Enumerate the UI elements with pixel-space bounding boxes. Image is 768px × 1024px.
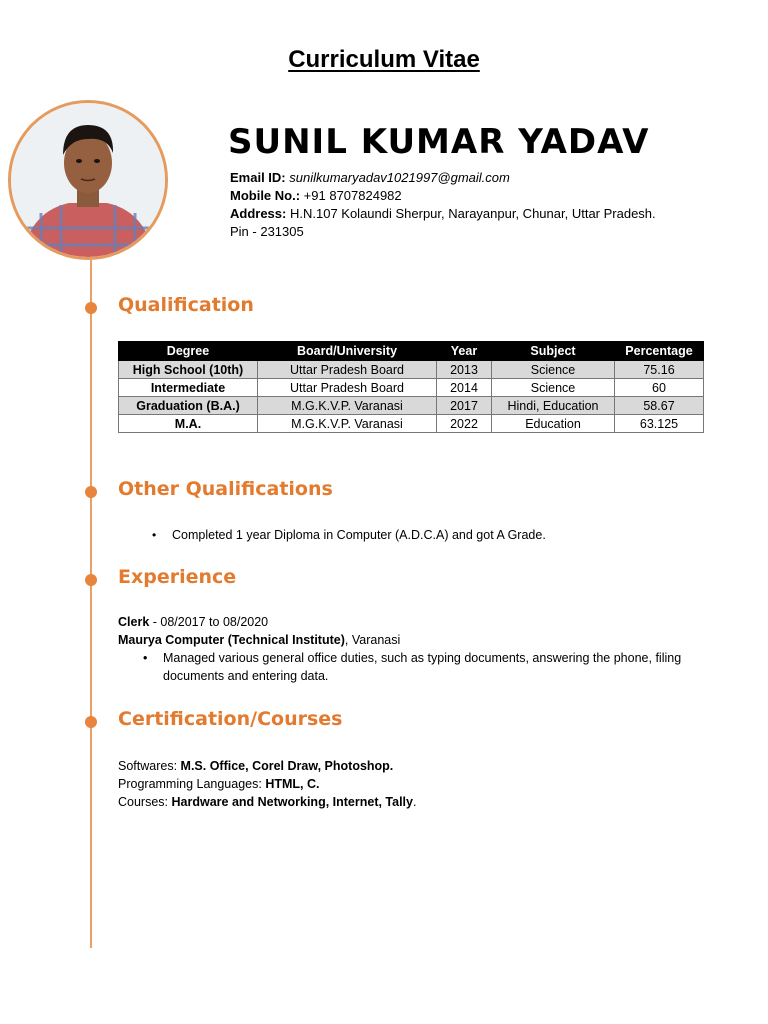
- section-title-certification: Certification/Courses: [118, 708, 343, 730]
- table-row: [119, 397, 704, 415]
- table-cell: 75.16: [615, 361, 704, 379]
- table-cell: 2017: [437, 397, 492, 415]
- experience-location: , Varanasi: [344, 633, 401, 647]
- softwares-label: Softwares:: [118, 759, 181, 773]
- table-cell: 2022: [437, 415, 492, 433]
- table-row: [119, 415, 704, 433]
- mobile-line: [230, 187, 670, 205]
- candidate-name: SUNIL KUMAR YADAV: [228, 122, 650, 162]
- other-qualification-text: Completed 1 year Diploma in Computer (A.D.C.A) and got A Grade.: [172, 528, 546, 542]
- table-row: [119, 361, 704, 379]
- table-cell: 58.67: [615, 397, 704, 415]
- table-cell: 2014: [437, 379, 492, 397]
- table-header-cell: Subject: [492, 342, 615, 361]
- table-cell: Uttar Pradesh Board: [258, 379, 437, 397]
- timeline-line: [90, 258, 92, 948]
- languages-line: [118, 775, 698, 793]
- contact-block: [230, 169, 670, 241]
- timeline-dot: [85, 302, 97, 314]
- experience-company: Maurya Computer (Technical Institute): [118, 633, 345, 647]
- softwares-value: M.S. Office, Corel Draw, Photoshop.: [180, 759, 394, 773]
- profile-photo: [8, 100, 168, 260]
- table-cell: Education: [492, 415, 615, 433]
- table-cell: Science: [492, 379, 615, 397]
- duty-text: Managed various general office duties, such as typing documents, answering the phone, filing documents and entering data.: [163, 651, 682, 683]
- table-cell: High School (10th): [119, 361, 258, 379]
- address-value: H.N.107 Kolaundi Sherpur, Narayanpur, Chunar, Uttar Pradesh. Pin - 231305: [230, 206, 656, 239]
- timeline-dot: [85, 716, 97, 728]
- table-header-cell: Board/University: [258, 342, 437, 361]
- certification-block: [118, 757, 698, 811]
- timeline-dot: [85, 574, 97, 586]
- courses-line: [118, 793, 698, 811]
- courses-label: Courses:: [118, 795, 172, 809]
- table-cell: Science: [492, 361, 615, 379]
- table-cell: M.A.: [119, 415, 258, 433]
- table-header-cell: Year: [437, 342, 492, 361]
- qualification-table: [118, 341, 704, 433]
- table-header-cell: Degree: [119, 342, 258, 361]
- experience-role: Clerk: [118, 615, 150, 629]
- table-row: [119, 379, 704, 397]
- table-header-cell: Percentage: [615, 342, 704, 361]
- list-item: [143, 649, 698, 685]
- bullet-icon: •: [143, 651, 148, 665]
- section-title-other-qualifications: Other Qualifications: [118, 478, 333, 500]
- table-cell: 2013: [437, 361, 492, 379]
- table-cell: Uttar Pradesh Board: [258, 361, 437, 379]
- table-cell: Intermediate: [119, 379, 258, 397]
- section-title-experience: Experience: [118, 566, 237, 588]
- experience-company-line: [118, 631, 698, 649]
- email-value: sunilkumaryadav1021997@gmail.com: [289, 170, 510, 185]
- courses-value: Hardware and Networking, Internet, Tally: [171, 795, 413, 809]
- timeline-dot: [85, 486, 97, 498]
- address-line: [230, 205, 670, 241]
- experience-block: [118, 613, 698, 685]
- email-line: [230, 169, 670, 187]
- experience-role-line: [118, 613, 698, 631]
- email-label: Email ID:: [230, 170, 286, 185]
- experience-duties: [118, 649, 698, 685]
- languages-label: Programming Languages:: [118, 777, 266, 791]
- table-cell: M.G.K.V.P. Varanasi: [258, 415, 437, 433]
- list-item: [152, 527, 692, 544]
- languages-value: HTML, C.: [265, 777, 320, 791]
- courses-end: .: [413, 795, 417, 809]
- mobile-value: +91 8707824982: [303, 188, 402, 203]
- address-label: Address:: [230, 206, 287, 221]
- mobile-label: Mobile No.:: [230, 188, 301, 203]
- bullet-icon: •: [152, 528, 157, 542]
- table-cell: 63.125: [615, 415, 704, 433]
- table-cell: M.G.K.V.P. Varanasi: [258, 397, 437, 415]
- table-cell: Graduation (B.A.): [119, 397, 258, 415]
- table-header-row: [119, 342, 704, 361]
- softwares-line: [118, 757, 698, 775]
- document-title: Curriculum Vitae: [288, 46, 480, 73]
- section-title-qualification: Qualification: [118, 294, 254, 316]
- table-cell: Hindi, Education: [492, 397, 615, 415]
- experience-period: - 08/2017 to 08/2020: [149, 615, 269, 629]
- table-cell: 60: [615, 379, 704, 397]
